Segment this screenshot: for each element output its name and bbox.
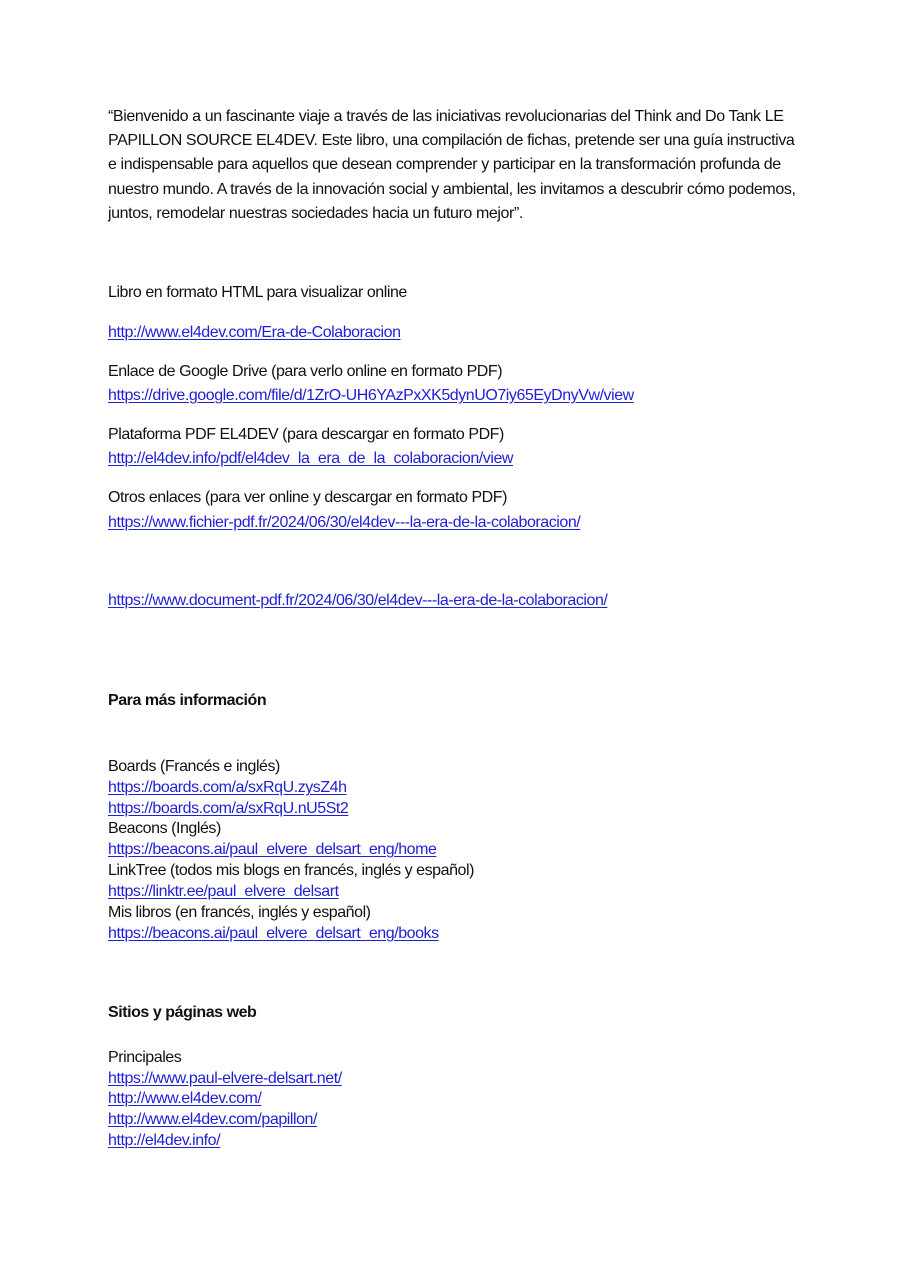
html-format-link[interactable]: http://www.el4dev.com/Era-de-Colaboracion [108,324,401,341]
intro-paragraph [108,105,808,226]
intro-line: PAPILLON SOURCE EL4DEV. Este libro, una compilación de fichas, pretende ser una guía instructiva [108,132,795,150]
document-pdf-link[interactable]: https://www.document-pdf.fr/2024/06/30/el4dev---la-era-de-la-colaboracion/ [108,592,608,609]
intro-line: nuestro mundo. A través de la innovación social y ambiental, les invitamos a descubrir cómo podemos, [108,180,796,198]
html-format-label: Libro en formato HTML para visualizar online [108,284,407,301]
site-link[interactable]: https://www.paul-elvere-delsart.net/ [108,1070,342,1087]
pdf-platform-link[interactable]: http://el4dev.info/pdf/el4dev_la_era_de_la_colaboracion/view [108,450,514,467]
boards-link-2[interactable]: https://boards.com/a/sxRqU.nU5St2 [108,800,349,817]
books-link[interactable]: https://beacons.ai/paul_elvere_delsart_eng/books [108,925,439,942]
drive-link[interactable]: https://drive.google.com/file/d/1ZrO-UH6YAzPxXK5dynUO7iy65EyDnyVw/view [108,387,634,404]
sites-heading: Sitios y páginas web [108,1004,257,1021]
more-info-heading: Para más información [108,692,267,709]
drive-label: Enlace de Google Drive (para verlo online en formato PDF) [108,363,503,380]
beacons-link[interactable]: https://beacons.ai/paul_elvere_delsart_eng/home [108,841,437,858]
boards-label: Boards (Francés e inglés) [108,758,280,775]
site-link[interactable]: http://el4dev.info/ [108,1132,221,1149]
intro-line: e indispensable para aquellos que desean comprender y participar en la transformación profunda de [108,156,781,174]
beacons-label: Beacons (Inglés) [108,820,221,837]
site-link[interactable]: http://www.el4dev.com/ [108,1090,262,1107]
intro-line: juntos, remodelar nuestras sociedades hacia un futuro mejor”. [108,204,523,222]
linktree-label: LinkTree (todos mis blogs en francés, inglés y español) [108,862,474,879]
intro-line: “Bienvenido a un fascinante viaje a través de las iniciativas revolucionarias del Think and Do Tank LE [108,108,784,125]
pdf-platform-label: Plataforma PDF EL4DEV (para descargar en formato PDF) [108,426,504,443]
site-link[interactable]: http://www.el4dev.com/papillon/ [108,1111,317,1128]
linktree-link[interactable]: https://linktr.ee/paul_elvere_delsart [108,883,339,900]
other-links-label: Otros enlaces (para ver online y descargar en formato PDF) [108,489,507,506]
main-sites-label: Principales [108,1049,182,1066]
fichier-pdf-link[interactable]: https://www.fichier-pdf.fr/2024/06/30/el4dev---la-era-de-la-colaboracion/ [108,514,581,531]
books-label: Mis libros (en francés, inglés y español) [108,904,371,921]
boards-link-1[interactable]: https://boards.com/a/sxRqU.zysZ4h [108,779,347,796]
